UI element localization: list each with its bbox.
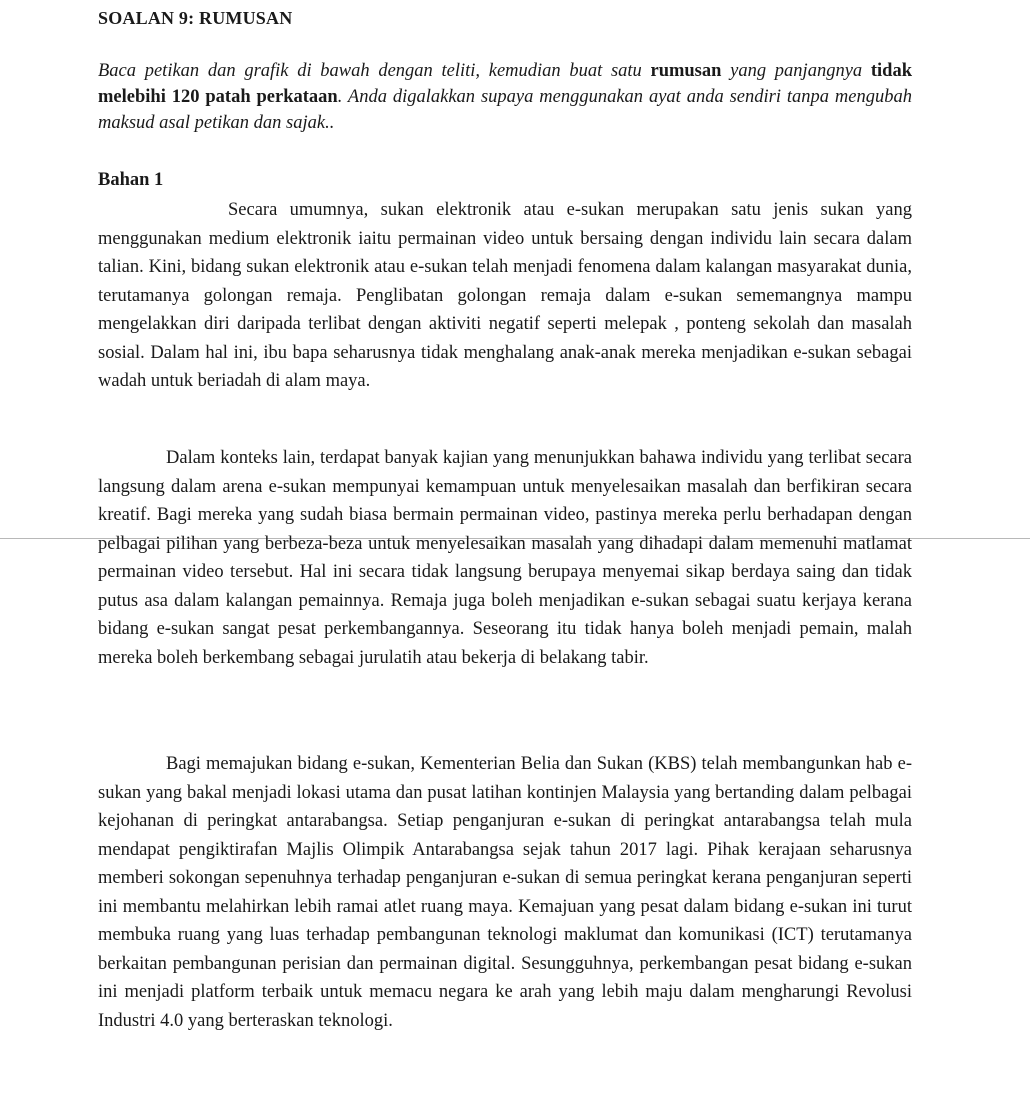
instruction-bold-rumusan: rumusan (650, 61, 722, 81)
instruction-text (98, 58, 912, 136)
passage-paragraph-2: Dalam konteks lain, terdapat banyak kajian yang menunjukkan bahawa individu yang terlibat secara langsung dalam arena e-sukan mempunyai kemampuan untuk menyelesaikan masalah dan berfikiran secara kreatif. Bagi mereka yang sudah biasa bermain permainan video, pastinya mereka perlu berhadapan dengan pelbagai pilihan yang berbeza-beza untuk menyelesaikan masalah yang dihadapi dalam memenuhi matlamat permainan video tersebut. Hal ini secara tidak langsung berupaya menyemai sikap berdaya saing dan tidak putus asa dalam kalangan pemainnya. Remaja juga boleh menjadikan e-sukan sebagai suatu kerjaya kerana bidang e-sukan sangat pesat perkembangannya. Seseorang itu tidak hanya boleh menjadi pemain, malah mereka boleh berkembang sebagai jurulatih atau bekerja di belakang tabir. (98, 448, 912, 668)
section-title-bahan-1: Bahan 1 (98, 170, 164, 190)
passage-paragraph-3: Bagi memajukan bidang e-sukan, Kementerian Belia dan Sukan (KBS) telah membangunkan hab e-sukan yang bakal menjadi lokasi utama dan pusat latihan kontinjen Malaysia yang bertanding dalam pelbagai kejohanan di peringkat antarabangsa. Setiap penganjuran e-sukan di peringkat antarabangsa telah mula mendapat pengiktirafan Majlis Olimpik Antarabangsa sejak tahun 2017 lagi. Pihak kerajaan seharusnya memberi sokongan sepenuhnya terhadap penganjuran e-sukan di semua peringkat kerana penganjuran seperti ini membantu melahirkan lebih ramai atlet ruang maya. Kemajuan yang pesat dalam bidang e-sukan ini turut membuka ruang yang luas terhadap pembangunan teknologi maklumat dan komunikasi (ICT) terutamanya berkaitan pembangunan perisian dan permainan digital. Sesungguhnya, perkembangan pesat bidang e-sukan ini menjadi platform terbaik untuk memacu negara ke arah yang lebih maju dalam mengharungi Revolusi Industri 4.0 yang berteraskan teknologi. (98, 754, 912, 1031)
instruction-part-1: Baca petikan dan grafik di bawah dengan teliti, kemudian buat satu (98, 61, 651, 81)
instruction-part-3: . Anda digalakkan supaya menggunakan ayat anda sendiri tanpa mengubah maksud asal petikan dan sajak.. (98, 87, 912, 133)
question-heading: SOALAN 9: RUMUSAN (98, 8, 293, 28)
instruction-bold-word-limit: tidak melebihi 120 patah perkataan (98, 61, 912, 107)
passage-paragraph-1: Secara umumnya, sukan elektronik atau e-sukan merupakan satu jenis sukan yang menggunakan medium elektronik iaitu permainan video untuk bersaing dengan individu lain secara dalam talian. Kini, bidang sukan elektronik atau e-sukan telah menjadi fenomena dalam kalangan masyarakat dunia, terutamanya golongan remaja. Penglibatan golongan remaja dalam e-sukan sememangnya mampu mengelakkan diri daripada terlibat dengan aktiviti negatif seperti melepak , ponteng sekolah dan masalah sosial. Dalam hal ini, ibu bapa seharusnya tidak menghalang anak-anak mereka menjadikan e-sukan sebagai wadah untuk beriadah di alam maya. (98, 200, 912, 391)
instruction-part-2: yang panjangnya (721, 61, 871, 81)
